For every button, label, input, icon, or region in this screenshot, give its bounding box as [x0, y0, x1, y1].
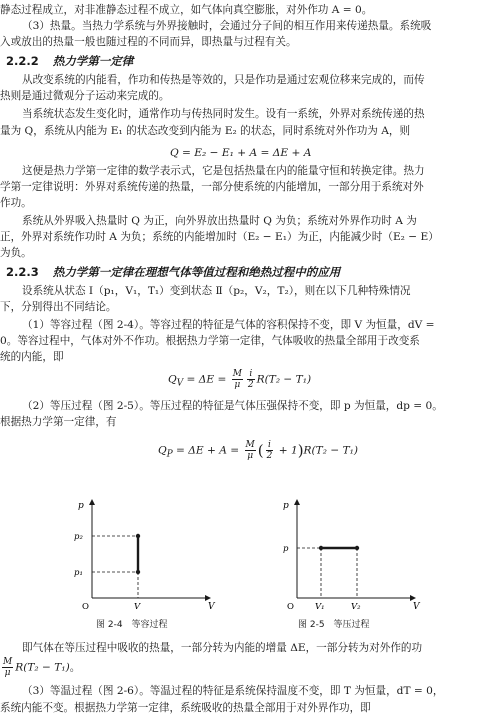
- eq-tail: R(T₂ − T₁): [303, 444, 359, 457]
- denominator: μ: [4, 668, 11, 678]
- state-point-2: [136, 534, 140, 538]
- figure-caption: 图 2-5 等压过程: [298, 620, 370, 630]
- text-line: 静态过程成立，对非准静态过程不成立，如气体向真空膨胀，对外作功 A = 0。: [0, 4, 373, 16]
- text-line: 热则是通过微观分子运动来完成的。: [0, 90, 170, 102]
- p-axis-label: p: [78, 501, 84, 511]
- figure-isochoric-diagram: [70, 494, 235, 619]
- text-line: 统的内能，即: [0, 351, 64, 363]
- eq-end-mark: 。: [69, 661, 81, 674]
- text-line: 下，分别得出不同结论。: [0, 301, 117, 313]
- text-line: 当系统状态发生变化时，通常作功与传热同时发生。设有一系统，外界对系统传递的热: [22, 108, 425, 120]
- equation-isobaric-heat: [158, 440, 358, 463]
- text-line: 量为 Q，系统从内能为 E₁ 的状态改变到内能为 E₂ 的状态，同时系统对外作功为 A，则: [0, 125, 411, 137]
- fraction-m-over-mu: [232, 369, 243, 390]
- text-line: （1）等容过程（图 2-4）。等容过程的特征是气体的容积保持不变，即 V 为恒量，dV =: [22, 319, 435, 331]
- origin-label: O: [82, 602, 89, 612]
- eq-lhs-sub: V: [176, 378, 184, 389]
- text-line: 即气体在等压过程中吸收的热量，一部分转为内能的增量 ΔE，一部分转为对外作的功: [22, 642, 423, 654]
- figure-isobaric-diagram: [275, 494, 440, 619]
- text-line: 作功。: [0, 197, 32, 209]
- denominator: μ: [247, 451, 254, 461]
- numerator: i: [247, 369, 255, 380]
- eq-tail: R(T₂ − T₁): [256, 373, 312, 386]
- section-heading-2-2-2: [6, 53, 133, 69]
- section-number: 2.2.3: [6, 265, 39, 279]
- v-axis-label: V: [413, 602, 420, 612]
- eq-lhs-sub: P: [166, 449, 173, 460]
- text-line: 从改变系统的内能看，作功和传热是等效的，只是作功是通过宏观位移来完成的，而传: [22, 74, 425, 86]
- equation-isochoric-heat: [168, 369, 311, 392]
- numerator: M: [245, 440, 255, 450]
- eq-middle: = ΔE =: [183, 373, 230, 386]
- section-heading-2-2-3: [6, 264, 340, 280]
- denominator: 2: [247, 380, 254, 390]
- fraction-m-over-mu: [2, 657, 13, 678]
- fraction-m-over-mu: [245, 440, 256, 461]
- text-line: 系统内能不变。根据热力学第一定律，系统吸收的热量全部用于对外界作功，即: [0, 702, 371, 714]
- text-line: 设系统从状态 Ⅰ（p₁，V₁，T₁）变到状态 Ⅱ（p₂，V₂，T₂），则在以下几种特殊情况: [22, 285, 411, 297]
- numerator: M: [3, 657, 13, 667]
- p-tick-label: p: [283, 544, 289, 554]
- denominator: 2: [266, 451, 273, 461]
- section-title: 热力学第一定律: [52, 54, 134, 68]
- numerator: i: [266, 440, 274, 451]
- eq-tail: R(T₂ − T₁): [15, 661, 70, 674]
- state-point-1: [319, 546, 323, 550]
- p1-tick-label: p₁: [74, 568, 83, 578]
- v-axis-label: V: [208, 602, 215, 612]
- equation-isobaric-work: [0, 657, 80, 678]
- v2-tick-label: V₂: [351, 602, 361, 612]
- text-line: 这便是热力学第一定律的数学表示式，它是包括热量在内的能量守恒和转换定律。热力: [22, 165, 425, 177]
- eq-middle: = ΔE + A =: [172, 444, 243, 457]
- denominator: μ: [234, 380, 241, 390]
- figure-caption: 图 2-4 等容过程: [96, 620, 168, 630]
- text-line: 为负。: [0, 247, 32, 259]
- paren-open: (: [257, 441, 264, 460]
- equation-first-law: Q = E₂ − E₁ + A = ΔE + A: [170, 147, 312, 159]
- state-point-2: [355, 546, 359, 550]
- eq-plus-one: + 1: [275, 444, 298, 457]
- v-tick-label: V: [134, 602, 141, 612]
- text-line: （3）等温过程（图 2-6）。等温过程的特征是系统保持温度不变，即 T 为恒量，dT = 0，: [22, 685, 444, 697]
- p-axis-label: p: [283, 501, 289, 511]
- numerator: M: [232, 369, 242, 379]
- text-line: 系统从外界吸入热量时 Q 为正，向外界放出热量时 Q 为负；系统对外界作功时 A 为: [22, 215, 417, 227]
- eq-lhs: Q: [168, 373, 177, 386]
- state-point-1: [136, 570, 140, 574]
- fraction-i-over-2: [266, 440, 274, 461]
- text-line: 根据热力学第一定律，有: [0, 416, 117, 428]
- origin-label: O: [287, 602, 294, 612]
- eq-lhs: Q: [158, 444, 167, 457]
- section-number: 2.2.2: [6, 54, 39, 68]
- text-line: （2）等压过程（图 2-5）。等压过程的特征是气体压强保持不变，即 p 为恒量，dp = 0。: [22, 400, 443, 412]
- text-line: 正，外界对系统作功时 A 为负；系统的内能增加时（E₂ − E₁）为正，内能减少时（E₂ − E）: [0, 231, 439, 243]
- text-line: （3）热量。当热力学系统与外界接触时，会通过分子间的相互作用来传递热量。系统吸: [22, 20, 432, 32]
- section-title: 热力学第一定律在理想气体等值过程和绝热过程中的应用: [52, 265, 341, 279]
- text-line: 入或放出的热量一般也随过程的不同而异，即热量与过程有关。: [0, 36, 297, 48]
- text-line: 0。等容过程中，气体对外不作功。根据热力学第一定律，气体吸收的热量全部用于改变系: [0, 335, 420, 347]
- p2-tick-label: p₂: [74, 532, 83, 542]
- text-line: 学第一定律说明：外界对系统传递的热量，一部分使系统的内能增加，一部分用于系统对外: [0, 181, 424, 193]
- fraction-i-over-2: [247, 369, 255, 390]
- paren-close: ): [297, 441, 304, 460]
- v1-tick-label: V₁: [315, 602, 325, 612]
